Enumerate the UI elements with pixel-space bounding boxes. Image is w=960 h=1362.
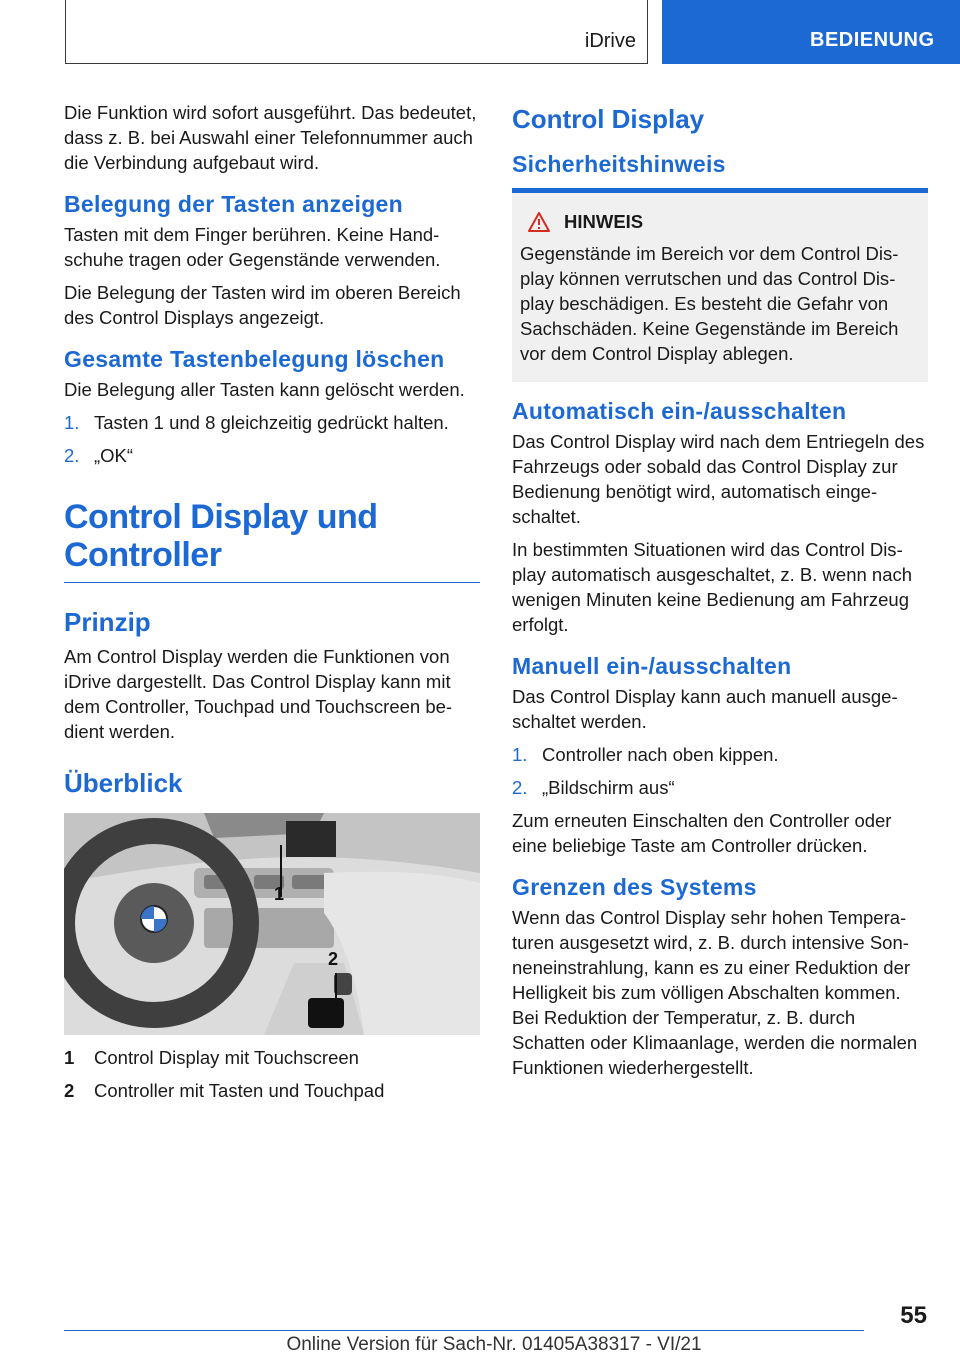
step-text: Controller nach oben kippen. (542, 744, 779, 765)
step-item (512, 742, 928, 767)
paragraph-belegung-2: Die Belegung der Tasten wird im oberen Bereich des Control Displays angezeigt. (64, 282, 461, 328)
legend-number: 2 (64, 1080, 75, 1101)
paragraph-auto-2: In bestimmten Situationen wird das Control Display automatisch ausgeschaltet, z. B. wenn nach wenigen Minuten keine Bedienung am Fahrzeug erfolgt. (512, 539, 913, 635)
heading-grenzen: Grenzen des Systems (512, 874, 757, 900)
paragraph-grenzen: Wenn das Control Display sehr hohen Temperaturen ausgesetzt wird, z. B. durch intensive Sonneneinstrahlung, kann es zu einer Reduktion der Helligkeit bis zum völligen Abschalten kommen. Bei Reduktion der Temperatur, z. B. durch Schatten oder Klimaanlage, werden die normalen Funktionen wiederhergestellt. (512, 907, 918, 1078)
legend-number: 1 (64, 1047, 75, 1068)
intro-paragraph: Die Funktion wird sofort ausgeführt. Das bedeutet, dass z. B. bei Auswahl einer Telefonnummer auch die Verbindung aufgebaut wird. (64, 102, 477, 173)
step-text: „OK“ (94, 445, 134, 466)
step-item (64, 443, 480, 468)
paragraph-loeschen: Die Belegung aller Tasten kann gelöscht werden. (64, 379, 465, 400)
step-item (64, 410, 480, 435)
heading-control-display: Control Display (512, 104, 705, 134)
notice-text: Gegenstände im Bereich vor dem Control Display können verrutschen und das Control Display beschädigen. Es besteht die Gefahr von Sachschäden. Keine Gegenstände im Bereich vor dem Control Display ablegen. (520, 243, 899, 364)
step-item (512, 775, 928, 800)
heading-automatisch: Automatisch ein-/ausschalten (512, 398, 847, 424)
notice-title-text: HINWEIS (564, 211, 644, 232)
paragraph-auto-1: Das Control Display wird nach dem Entriegeln des Fahrzeugs oder sobald das Control Display zur Bedienung benötigt wird, automatisch eingeschaltet. (512, 431, 925, 527)
step-number: 2. (512, 777, 528, 798)
legend-item (64, 1078, 480, 1103)
page-number: 55 (900, 1302, 927, 1329)
paragraph-belegung-1: Tasten mit dem Finger berühren. Keine Handschuhe tragen oder Gegenstände verwenden. (64, 224, 441, 270)
notice-title (520, 211, 920, 233)
paragraph-manuell-2: Zum erneuten Einschalten den Controller oder eine beliebige Taste am Controller drücken. (512, 810, 892, 856)
header-section-tab: BEDIENUNG (662, 0, 960, 64)
footer-online-version: Online Version für Sach-Nr. 01405A38317 - VI/21 (286, 1334, 702, 1355)
paragraph-manuell: Das Control Display kann auch manuell ausgeschaltet werden. (512, 686, 898, 732)
footer-divider (64, 1330, 864, 1331)
legend-text: Control Display mit Touchscreen (94, 1047, 359, 1068)
step-number: 1. (64, 412, 80, 433)
cockpit-illustration (64, 813, 480, 1035)
header-frame (65, 0, 648, 64)
heading-belegung: Belegung der Tasten anzeigen (64, 191, 403, 217)
left-column (64, 100, 480, 1111)
heading-prinzip: Prinzip (64, 607, 151, 637)
right-column (512, 100, 928, 1088)
heading-ueberblick: Überblick (64, 768, 183, 798)
figure-callout-2: 2 (328, 949, 339, 969)
paragraph-prinzip: Am Control Display werden die Funktionen von iDrive dargestellt. Das Control Display kann mit dem Controller, Touchpad und Touchscreen bedient werden. (64, 646, 453, 742)
heading-loeschen: Gesamte Tastenbelegung löschen (64, 346, 445, 372)
legend-item (64, 1045, 480, 1070)
figure-callout-1: 1 (274, 884, 285, 904)
notice-box (512, 188, 928, 382)
heading-manuell: Manuell ein-/ausschalten (512, 653, 792, 679)
heading-sicherheit: Sicherheitshinweis (512, 151, 726, 177)
warning-triangle-icon (528, 212, 550, 232)
step-number: 1. (512, 744, 528, 765)
legend-text: Controller mit Tasten und Touchpad (94, 1080, 385, 1101)
chapter-title: Control Display und Controller (64, 498, 480, 583)
header-chapter: iDrive (584, 30, 636, 52)
step-number: 2. (64, 445, 80, 466)
step-text: Tasten 1 und 8 gleichzeitig gedrückt halten. (94, 412, 449, 433)
step-text: „Bildschirm aus“ (542, 777, 675, 798)
